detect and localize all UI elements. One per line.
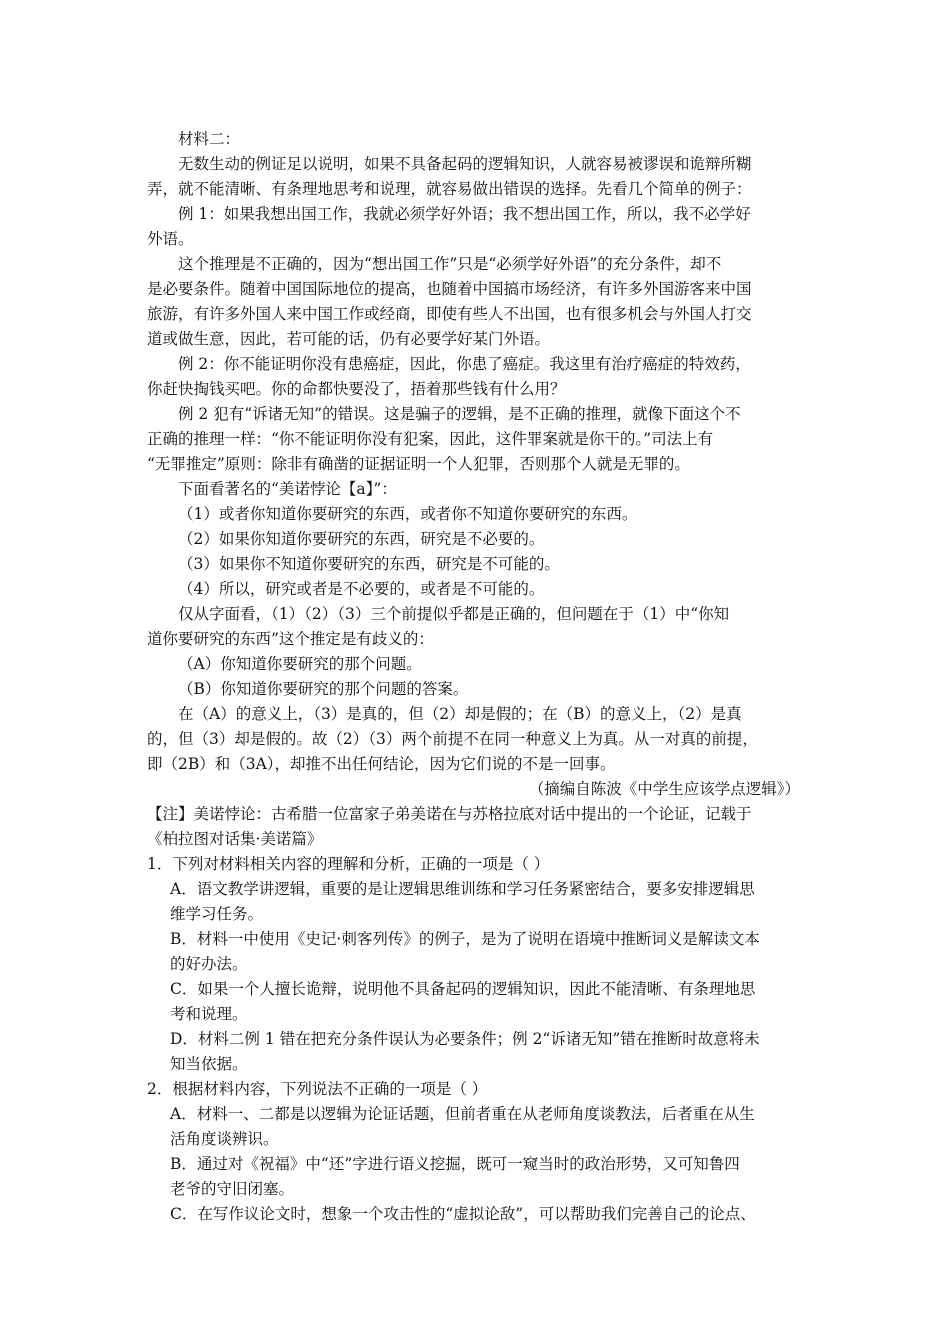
note-line: 【注】美诺悖论：古希腊一位富家子弟美诺在与苏格拉底对话中提出的一个论证，记载于 [147, 805, 752, 823]
paragraph-line: 这个推理是不正确的，因为“想出国工作”只是“必须学好外语”的充分条件，却不 [178, 255, 722, 273]
paragraph-line: 弄，就不能清晰、有条理地思考和说理，就容易做出错误的选择。先看几个简单的例子： [147, 180, 752, 198]
premise-line: （2）如果你知道你要研究的东西，研究是不必要的。 [178, 530, 545, 548]
q1-option-a-cont: 维学习任务。 [170, 905, 264, 923]
q1-option-d-cont: 知当依据。 [170, 1055, 248, 1073]
paragraph-line: 正确的推理一样：“你不能证明你没有犯案，因此，这件罪案就是你干的。”司法上有 [147, 430, 714, 448]
paragraph-line: 在（A）的意义上，（3）是真的，但（2）却是假的；在（B）的意义上，（2）是真 [178, 705, 742, 723]
source-citation: （摘编自陈波《中学生应该学点逻辑》） [528, 780, 800, 798]
q1-option-b: B．材料一中使用《史记·刺客列传》的例子，是为了说明在语境中推断词义是解读文本 [170, 930, 760, 948]
premise-line: （1）或者你知道你要研究的东西，或者你不知道你要研究的东西。 [178, 505, 638, 523]
paragraph-line: 道你要研究的东西”这个推定是有歧义的： [147, 630, 434, 648]
paragraph-line: 是必要条件。随着中国国际地位的提高，也随着中国搞市场经济，有许多外国游客来中国 [147, 280, 752, 298]
q1-option-d: D．材料二例 1 错在把充分条件误认为必要条件；例 2“诉诸无知”错在推断时故意将未 [170, 1030, 760, 1048]
question-2-stem: 2．根据材料内容，下列说法不正确的一项是（ ） [147, 1080, 488, 1098]
paragraph-line: 例 2：你不能证明你没有患癌症，因此，你患了癌症。我这里有治疗癌症的特效药， [178, 355, 751, 373]
premise-line: （A）你知道你要研究的那个问题。 [178, 655, 422, 673]
paragraph-line: 无数生动的例证足以说明，如果不具备起码的逻辑知识，人就容易被谬误和诡辩所糊 [178, 155, 752, 173]
note-line: 《柏拉图对话集·美诺篇》 [147, 830, 323, 848]
q2-option-a-cont: 活角度谈辨识。 [170, 1130, 279, 1148]
paragraph-line: 即（2B）和（3A），却推不出任何结论，因为它们说的不是一回事。 [147, 755, 616, 773]
paragraph-line: 仅从字面看，（1）（2）（3）三个前提似乎都是正确的，但问题在于（1）中“你知 [178, 605, 730, 623]
paragraph-line: “无罪推定”原则：除非有确凿的证据证明一个人犯罪，否则那个人就是无罪的。 [147, 455, 690, 473]
q1-option-a: A．语文教学讲逻辑，重要的是让逻辑思维训练和学习任务紧密结合，要多安排逻辑思 [170, 880, 755, 898]
paragraph-line: 道或做生意，因此，若可能的话，仍有必要学好某门外语。 [147, 330, 551, 348]
premise-line: （4）所以，研究或者是不必要的，或者是不可能的。 [178, 580, 545, 598]
paragraph-line: 例 2 犯有“诉诸无知”的错误。这是骗子的逻辑，是不正确的推理，就像下面这个不 [178, 405, 741, 423]
q1-option-c: C．如果一个人擅长诡辩，说明他不具备起码的逻辑知识，因此不能清晰、有条理地思 [170, 980, 756, 998]
premise-line: （3）如果你不知道你要研究的东西，研究是不可能的。 [178, 555, 560, 573]
q1-option-c-cont: 考和说理。 [170, 1005, 248, 1023]
question-1-stem: 1．下列对材料相关内容的理解和分析，正确的一项是（ ） [147, 855, 550, 873]
q2-option-b: B．通过对《祝福》中“还”字进行语义挖掘，既可一窥当时的政治形势，又可知鲁四 [170, 1155, 740, 1173]
paragraph-line: 外语。 [147, 230, 194, 248]
q2-option-a: A．材料一、二都是以逻辑为论证话题，但前者重在从老师角度谈教法，后者重在从生 [170, 1105, 755, 1123]
material2-heading: 材料二： [178, 130, 241, 148]
q1-option-b-cont: 的好办法。 [170, 955, 248, 973]
paragraph-line: 下面看著名的“美诺悖论【a】”： [178, 480, 397, 498]
paragraph-line: 的，但（3）却是假的。故（2）（3）两个前提不在同一种意义上为真。从一对真的前提， [147, 730, 758, 748]
premise-line: （B）你知道你要研究的那个问题的答案。 [178, 680, 469, 698]
q2-option-b-cont: 老爷的守旧闭塞。 [170, 1180, 295, 1198]
q2-option-c: C．在写作议论文时，想象一个攻击性的“虚拟论敌”，可以帮助我们完善自己的论点、 [170, 1205, 756, 1223]
paragraph-line: 旅游，有许多外国人来中国工作或经商，即使有些人不出国，也有很多机会与外国人打交 [147, 305, 752, 323]
paragraph-line: 例 1：如果我想出国工作，我就必须学好外语；我不想出国工作，所以，我不必学好 [178, 205, 751, 223]
paragraph-line: 你赶快掏钱买吧。你的命都快要没了，捂着那些钱有什么用？ [147, 380, 566, 398]
